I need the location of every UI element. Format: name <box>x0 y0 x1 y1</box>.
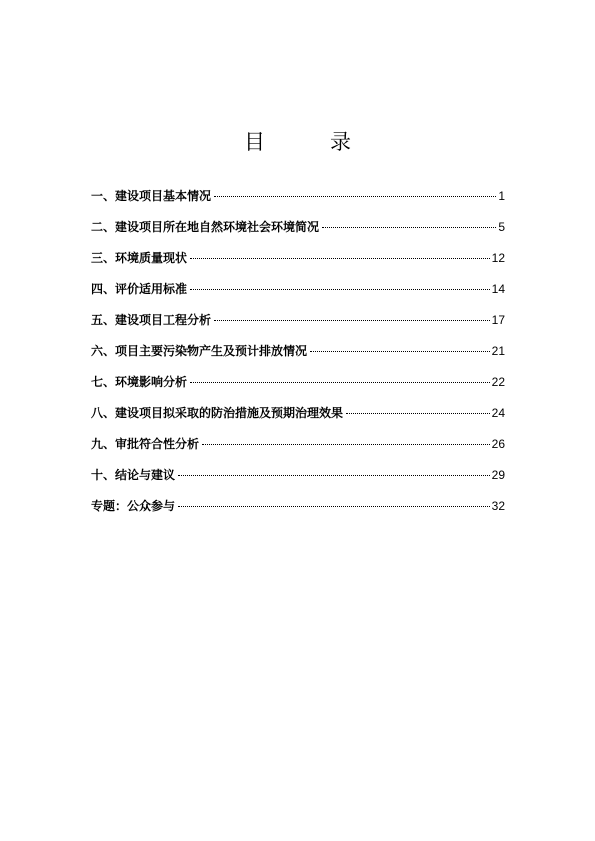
toc-entry-page: 12 <box>491 251 505 265</box>
toc-entry-page: 26 <box>491 437 505 451</box>
toc-entry[interactable] <box>91 248 505 279</box>
toc-entry-page: 32 <box>491 499 505 513</box>
dot-leader <box>190 258 490 259</box>
toc-entry[interactable] <box>91 279 505 310</box>
dot-leader <box>202 444 490 445</box>
toc-entry[interactable] <box>91 186 505 217</box>
toc-entry-page: 1 <box>498 189 505 203</box>
toc-entry-page: 14 <box>491 282 505 296</box>
toc-entry-page: 5 <box>498 220 505 234</box>
toc-entry-page: 21 <box>491 344 505 358</box>
dot-leader <box>214 196 496 197</box>
toc-entry-label: 五、建设项目工程分析 <box>91 313 212 327</box>
dot-leader <box>322 227 496 228</box>
toc-entry-label: 专题：公众参与 <box>91 499 176 513</box>
toc-entry-label: 三、环境质量现状 <box>91 251 188 265</box>
toc-entry-page: 22 <box>491 375 505 389</box>
dot-leader <box>190 382 490 383</box>
toc-entry-label: 十、结论与建议 <box>91 468 176 482</box>
toc-entry-label: 八、建设项目拟采取的防治措施及预期治理效果 <box>91 406 344 420</box>
toc-title: 目 录 <box>244 130 373 154</box>
toc-entry[interactable] <box>91 496 505 527</box>
toc-entry[interactable] <box>91 434 505 465</box>
dot-leader <box>214 320 490 321</box>
toc-entry-label: 二、建设项目所在地自然环境社会环境简况 <box>91 220 320 234</box>
dot-leader <box>310 351 490 352</box>
toc-entry[interactable] <box>91 341 505 372</box>
dot-leader <box>190 289 490 290</box>
toc-entry[interactable] <box>91 217 505 248</box>
dot-leader <box>346 413 490 414</box>
dot-leader <box>178 506 490 507</box>
toc-entry-label: 一、建设项目基本情况 <box>91 189 212 203</box>
table-of-contents <box>91 186 505 527</box>
toc-entry[interactable] <box>91 403 505 434</box>
toc-entry-label: 四、评价适用标准 <box>91 282 188 296</box>
toc-entry-page: 17 <box>491 313 505 327</box>
dot-leader <box>178 475 490 476</box>
toc-entry-page: 24 <box>491 406 505 420</box>
toc-entry-label: 七、环境影响分析 <box>91 375 188 389</box>
toc-entry[interactable] <box>91 310 505 341</box>
toc-entry[interactable] <box>91 372 505 403</box>
toc-entry-label: 九、审批符合性分析 <box>91 437 200 451</box>
toc-entry-label: 六、项目主要污染物产生及预计排放情况 <box>91 344 308 358</box>
toc-entry-page: 29 <box>491 468 505 482</box>
toc-entry[interactable] <box>91 465 505 496</box>
